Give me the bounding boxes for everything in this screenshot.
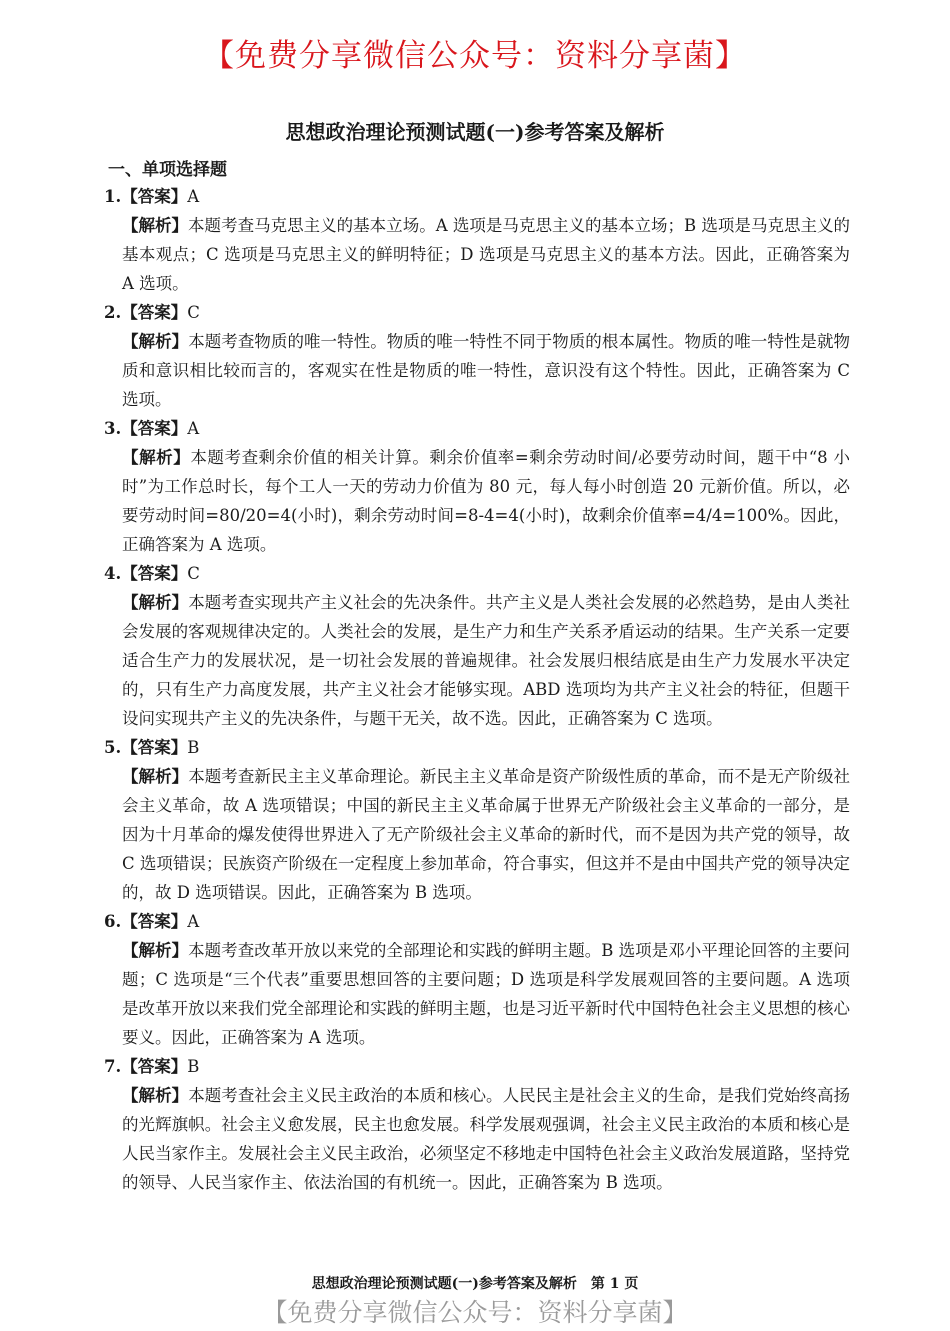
answer-tag: 【答案】 [121,187,188,206]
answer-line [104,414,850,443]
question-number: 1. [104,187,122,206]
analysis-text: 本题考查社会主义民主政治的本质和核心。人民民主是社会主义的生命，是我们党始终高扬的光辉旗帜。社会主义愈发展，民主也愈发展。科学发展观强调，社会主义民主政治的本质和核心是人民当家作主。发展社会主义民主政治，必须坚定不移地走中国特色社会主义政治发展道路，坚持党的领导、人民当家作主、依法治国的有机统一。因此，正确答案为 B 选项。 [122,1086,851,1192]
question-number: 7. [104,1057,122,1076]
analysis-text: 本题考查马克思主义的基本立场。A 选项是马克思主义的基本立场；B 选项是马克思主义的基本观点；C 选项是马克思主义的鲜明特征；D 选项是马克思主义的基本方法。因此，正确答案为 A 选项。 [122,216,851,293]
question-item-3 [104,414,850,559]
question-number: 3. [104,419,122,438]
analysis-tag: 【解析】 [122,767,189,786]
analysis-text: 本题考查剩余价值的相关计算。剩余价值率=剩余劳动时间/必要劳动时间，题干中“8 小时”为工作总时长，每个工人一天的劳动力价值为 80 元，每人每小时创造 20 元新价值。所以，必要劳动时间=80/20=4(小时)，剩余劳动时间=8-4=4(小时)，故剩余价值率=4/4=100%。因此，正确答案为 A 选项。 [122,448,851,554]
answer-line [104,907,850,936]
answer-line [104,559,850,588]
answer-tag: 【答案】 [121,912,188,931]
analysis-tag: 【解析】 [122,216,189,235]
question-number: 4. [104,564,122,583]
question-number: 6. [104,912,122,931]
answer-tag: 【答案】 [121,738,188,757]
answer-list [104,182,850,1197]
question-item-2 [104,298,850,414]
answer-line [104,182,850,211]
analysis-paragraph [104,443,850,559]
question-item-5 [104,733,850,907]
analysis-paragraph [104,588,850,733]
analysis-paragraph [104,936,850,1052]
question-item-1 [104,182,850,298]
answer-value: A [187,419,200,438]
analysis-tag: 【解析】 [122,332,189,351]
analysis-tag: 【解析】 [122,448,191,467]
page-title: 思想政治理论预测试题(一)参考答案及解析 [285,120,665,144]
analysis-paragraph [104,762,850,907]
analysis-tag: 【解析】 [122,941,189,960]
watermark-banner-bottom: 【免费分享微信公众号：资料分享菌】 [262,1298,688,1327]
answer-tag: 【答案】 [121,419,188,438]
analysis-text: 本题考查实现共产主义社会的先决条件。共产主义是人类社会发展的必然趋势，是由人类社会发展的客观规律决定的。人类社会的发展，是生产力和生产关系矛盾运动的结果。生产关系一定要适合生产力的发展状况，是一切社会发展的普遍规律。社会发展归根结底是由生产力发展水平决定的，只有生产力高度发展，共产主义社会才能够实现。ABD 选项均为共产主义社会的特征，但题干设问实现共产主义的先决条件，与题干无关，故不选。因此，正确答案为 C 选项。 [122,593,851,728]
analysis-tag: 【解析】 [122,593,189,612]
answer-line [104,298,850,327]
analysis-text: 本题考查新民主主义革命理论。新民主主义革命是资产阶级性质的革命，而不是无产阶级社会主义革命，故 A 选项错误；中国的新民主主义革命属于世界无产阶级社会主义革命的一部分，是因为十月革命的爆发使得世界进入了无产阶级社会主义革命的新时代，而不是因为共产党的领导，故 C 选项错误；民族资产阶级在一定程度上参加革命，符合事实，但这并不是由中国共产党的领导决定的，故 D 选项错误。因此，正确答案为 B 选项。 [122,767,851,902]
answer-tag: 【答案】 [121,303,188,322]
question-item-7 [104,1052,850,1197]
answer-value: B [187,1057,200,1076]
question-number: 2. [104,303,122,322]
analysis-paragraph [104,327,850,414]
analysis-text: 本题考查物质的唯一特性。物质的唯一特性不同于物质的根本属性。物质的唯一特性是就物质和意识相比较而言的，客观实在性是物质的唯一特性，意识没有这个特性。因此，正确答案为 C 选项。 [122,332,851,409]
answer-value: A [187,187,200,206]
analysis-tag: 【解析】 [122,1086,189,1105]
question-number: 5. [104,738,122,757]
analysis-paragraph [104,1081,850,1197]
section-heading: 一、单项选择题 [108,160,227,180]
analysis-paragraph [104,211,850,298]
question-item-6 [104,907,850,1052]
answer-tag: 【答案】 [121,564,188,583]
answer-value: C [187,303,200,322]
page-footer: 思想政治理论预测试题(一)参考答案及解析 第 1 页 [311,1276,639,1292]
analysis-text: 本题考查改革开放以来党的全部理论和实践的鲜明主题。B 选项是邓小平理论回答的主要问题；C 选项是“三个代表”重要思想回答的主要问题；D 选项是科学发展观回答的主要问题。A 选项是改革开放以来我们党全部理论和实践的鲜明主题，也是习近平新时代中国特色社会主义思想的核心要义。因此，正确答案为 A 选项。 [122,941,850,1047]
answer-line [104,1052,850,1081]
answer-tag: 【答案】 [121,1057,188,1076]
answer-line [104,733,850,762]
answer-value: A [187,912,200,931]
question-item-4 [104,559,850,733]
answer-value: C [187,564,200,583]
answer-value: B [187,738,200,757]
watermark-banner-top: 【免费分享微信公众号：资料分享菌】 [203,38,747,74]
